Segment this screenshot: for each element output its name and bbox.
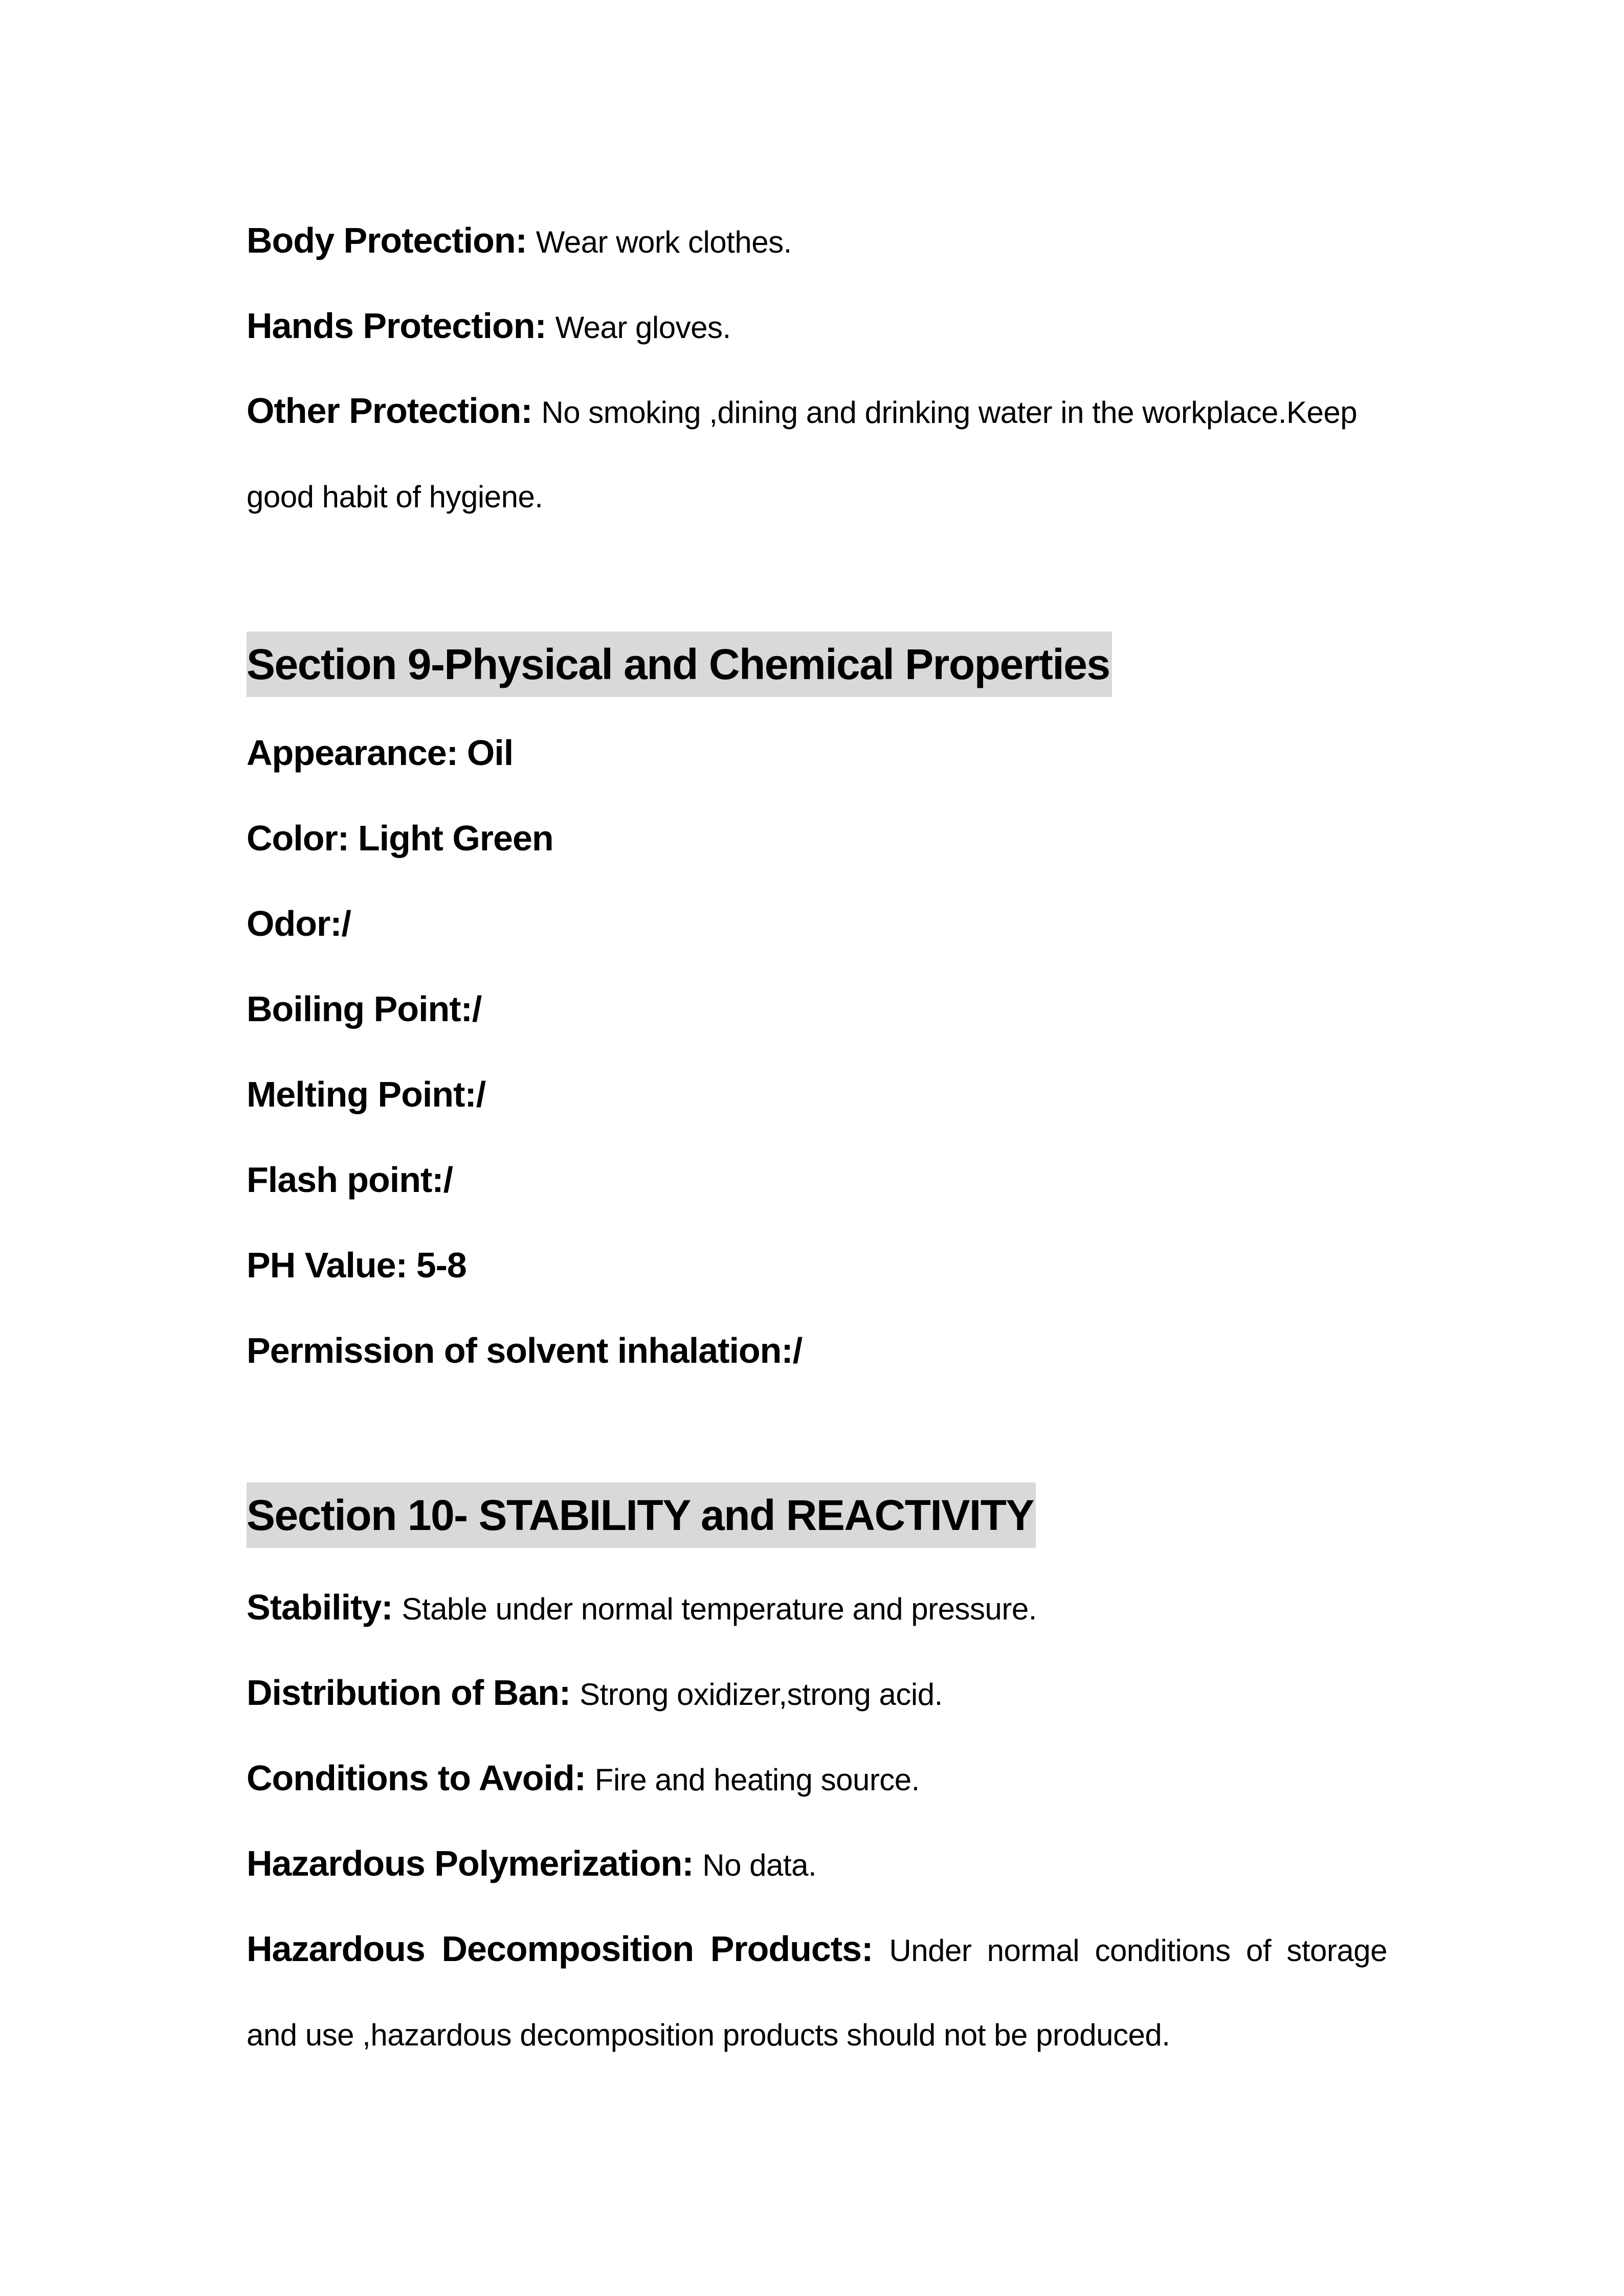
item-value: Fire and heating source. bbox=[594, 1763, 920, 1797]
body-protection-row bbox=[247, 217, 1387, 265]
item-label: Hazardous Decomposition Products: bbox=[247, 1929, 873, 1969]
property-row-ph-value bbox=[247, 1242, 1387, 1289]
property-value: Oil bbox=[466, 733, 514, 773]
property-label: Flash point: bbox=[247, 1160, 443, 1200]
property-value: / bbox=[472, 989, 482, 1029]
property-row-odor bbox=[247, 901, 1387, 948]
property-label: PH Value: bbox=[247, 1245, 407, 1285]
hazardous-decomposition-row bbox=[247, 1926, 1387, 1974]
property-value: / bbox=[476, 1074, 486, 1114]
item-value: Strong oxidizer,strong acid. bbox=[580, 1677, 943, 1712]
property-label: Permission of solvent inhalation: bbox=[247, 1331, 793, 1370]
item-label: Conditions to Avoid: bbox=[247, 1758, 586, 1798]
other-protection-row bbox=[247, 388, 1387, 436]
other-protection-label: Other Protection: bbox=[247, 391, 532, 431]
hands-protection-value: Wear gloves. bbox=[555, 310, 731, 345]
hazardous-decomposition-continuation-row bbox=[247, 2011, 1387, 2058]
other-protection-continuation-row bbox=[247, 473, 1387, 520]
section-9-heading: Section 9-Physical and Chemical Properties bbox=[247, 632, 1112, 697]
item-label: Distribution of Ban: bbox=[247, 1673, 571, 1713]
property-row-flash-point bbox=[247, 1157, 1387, 1204]
section-10-heading: Section 10- STABILITY and REACTIVITY bbox=[247, 1482, 1036, 1548]
property-row-appearance bbox=[247, 730, 1387, 777]
item-value-continuation: and use ,hazardous decomposition products should not be produced. bbox=[247, 2018, 1170, 2052]
conditions-to-avoid-row bbox=[247, 1755, 1387, 1803]
other-protection-value: No smoking ,dining and drinking water in the workplace.Keep bbox=[541, 395, 1358, 430]
item-value: No data. bbox=[702, 1848, 817, 1882]
hands-protection-row bbox=[247, 303, 1387, 351]
property-label: Odor: bbox=[247, 904, 342, 943]
body-protection-value: Wear work clothes. bbox=[536, 225, 792, 259]
item-label: Stability: bbox=[247, 1587, 393, 1627]
property-value: 5-8 bbox=[416, 1245, 466, 1285]
item-value: Under normal conditions of storage bbox=[889, 1933, 1388, 1968]
property-label: Color: bbox=[247, 818, 349, 858]
other-protection-continuation: good habit of hygiene. bbox=[247, 480, 543, 514]
stability-row bbox=[247, 1584, 1387, 1632]
property-value: / bbox=[443, 1160, 453, 1200]
distribution-of-ban-row bbox=[247, 1670, 1387, 1718]
property-label: Melting Point: bbox=[247, 1074, 476, 1114]
hands-protection-label: Hands Protection: bbox=[247, 306, 546, 346]
property-value: / bbox=[792, 1331, 803, 1370]
item-value: Stable under normal temperature and pressure. bbox=[402, 1592, 1037, 1626]
hazardous-polymerization-row bbox=[247, 1840, 1387, 1888]
property-label: Appearance: bbox=[247, 733, 458, 773]
item-label: Hazardous Polymerization: bbox=[247, 1843, 694, 1883]
property-row-color bbox=[247, 815, 1387, 862]
body-protection-label: Body Protection: bbox=[247, 220, 527, 260]
property-value: / bbox=[341, 904, 351, 943]
property-value: Light Green bbox=[358, 818, 553, 858]
property-row-solvent-inhalation bbox=[247, 1327, 1387, 1375]
property-row-melting-point bbox=[247, 1071, 1387, 1118]
property-label: Boiling Point: bbox=[247, 989, 472, 1029]
property-row-boiling-point bbox=[247, 986, 1387, 1033]
